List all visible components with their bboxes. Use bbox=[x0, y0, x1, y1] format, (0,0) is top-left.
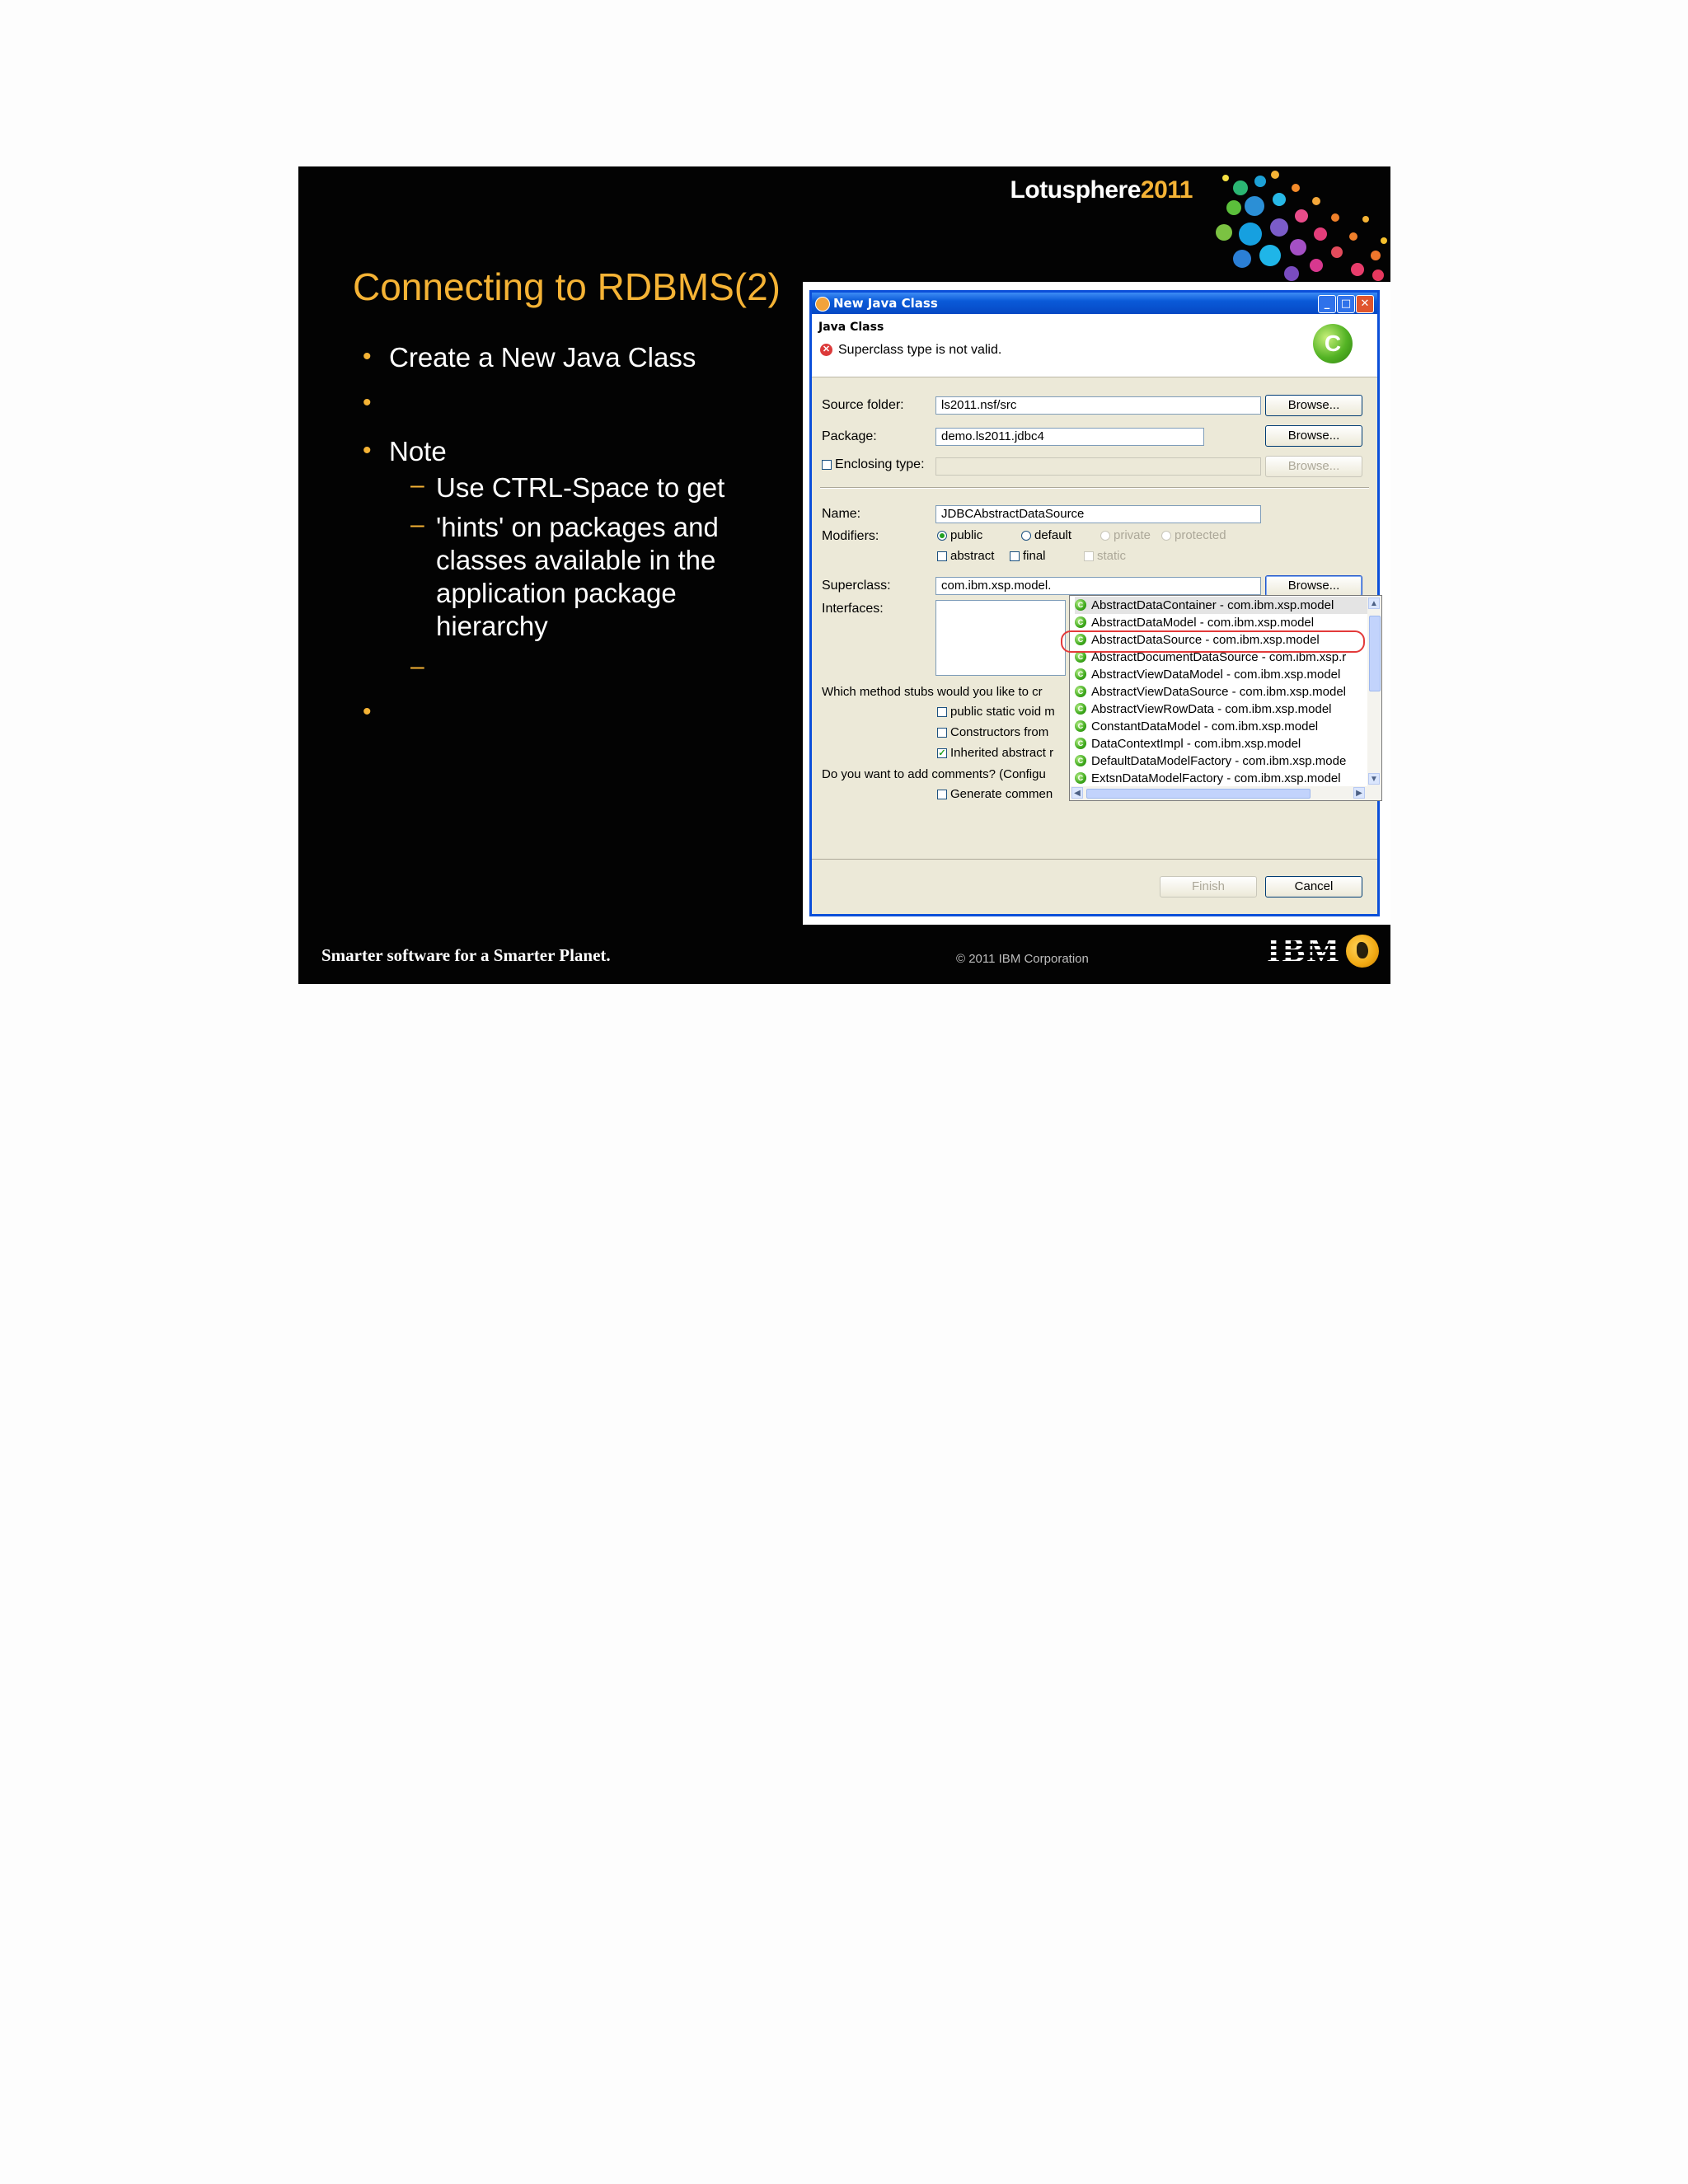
class-icon: C bbox=[1075, 634, 1086, 645]
sub-bullet-text: Use CTRL-Space to get bbox=[436, 472, 725, 503]
completion-item[interactable]: C AbstractDocumentDataSource - com.ibm.xsp.r bbox=[1075, 649, 1346, 666]
private-label: private bbox=[1114, 528, 1151, 542]
bullet-text: Create a New Java Class bbox=[389, 342, 696, 373]
generate-comments-label: Generate commen bbox=[950, 787, 1053, 801]
public-radio[interactable] bbox=[937, 531, 947, 541]
protected-radio[interactable] bbox=[1161, 531, 1171, 541]
minimize-icon[interactable]: _ bbox=[1318, 295, 1336, 313]
browse-source-button[interactable]: Browse... bbox=[1265, 395, 1362, 416]
decorative-dots-icon bbox=[1201, 166, 1390, 282]
package-label: Package: bbox=[822, 429, 877, 443]
completion-item[interactable]: C AbstractViewDataSource - com.ibm.xsp.model bbox=[1075, 683, 1346, 701]
error-message: Superclass type is not valid. bbox=[838, 343, 1002, 357]
superclass-field[interactable]: com.ibm.xsp.model. bbox=[935, 577, 1261, 595]
completion-item[interactable]: C DataContextImpl - com.ibm.xsp.model bbox=[1075, 735, 1301, 752]
main-stub-checkbox[interactable] bbox=[937, 707, 947, 717]
separator bbox=[820, 487, 1369, 489]
package-field[interactable]: demo.ls2011.jdbc4 bbox=[935, 428, 1204, 446]
class-icon: C bbox=[1075, 772, 1086, 784]
separator bbox=[812, 859, 1377, 860]
scroll-left-icon[interactable]: ◀ bbox=[1071, 787, 1083, 799]
class-icon: C bbox=[1075, 651, 1086, 663]
footer-tagline: Smarter software for a Smarter Planet. bbox=[321, 945, 611, 965]
name-label: Name: bbox=[822, 507, 861, 521]
static-checkbox[interactable] bbox=[1084, 551, 1094, 561]
default-radio[interactable] bbox=[1021, 531, 1031, 541]
slide-title: Connecting to RDBMS(2) bbox=[353, 265, 781, 308]
browse-superclass-button[interactable]: Browse... bbox=[1265, 575, 1362, 597]
dialog-titlebar[interactable] bbox=[812, 293, 1377, 314]
completion-item-selected[interactable]: C AbstractDataSource - com.ibm.xsp.model bbox=[1075, 631, 1320, 649]
completion-item[interactable]: C AbstractViewRowData - com.ibm.xsp.model bbox=[1075, 701, 1332, 718]
smarter-planet-globe-icon bbox=[1346, 935, 1379, 968]
wizard-page-title: Java Class bbox=[818, 321, 884, 334]
main-stub-label: public static void m bbox=[950, 705, 1055, 719]
bullet-icon: • bbox=[363, 698, 372, 725]
close-icon[interactable]: ✕ bbox=[1356, 295, 1374, 313]
modifiers-label: Modifiers: bbox=[822, 529, 879, 543]
vertical-scrollbar[interactable] bbox=[1367, 596, 1381, 786]
public-label: public bbox=[950, 528, 983, 542]
inherited-checkbox[interactable]: ✓ bbox=[938, 748, 946, 758]
class-icon: C bbox=[1075, 738, 1086, 749]
interfaces-list[interactable] bbox=[935, 600, 1066, 676]
class-icon: C bbox=[1075, 668, 1086, 680]
new-class-wizard-icon: C bbox=[1313, 324, 1353, 363]
class-icon: C bbox=[1075, 703, 1086, 715]
abstract-label: abstract bbox=[950, 549, 995, 563]
enclosing-type-field[interactable] bbox=[935, 457, 1261, 476]
class-icon: C bbox=[1075, 599, 1086, 611]
class-icon: C bbox=[1075, 686, 1086, 697]
enclosing-type-checkbox[interactable] bbox=[822, 460, 832, 470]
footer-copyright: © 2011 IBM Corporation bbox=[956, 952, 1089, 966]
completion-item[interactable]: C AbstractDataContainer - com.ibm.xsp.model bbox=[1075, 597, 1372, 614]
completion-item[interactable]: C DefaultDataModelFactory - com.ibm.xsp.mode bbox=[1075, 752, 1346, 770]
final-label: final bbox=[1023, 549, 1046, 563]
superclass-label: Superclass: bbox=[822, 579, 891, 593]
maximize-icon[interactable]: □ bbox=[1337, 295, 1355, 313]
abstract-checkbox[interactable] bbox=[937, 551, 947, 561]
horizontal-scrollbar[interactable] bbox=[1070, 786, 1381, 800]
java-class-icon bbox=[815, 297, 830, 312]
sub-bullet-dash-icon: – bbox=[410, 653, 424, 680]
sub-bullet-dash-icon: – bbox=[410, 471, 424, 499]
static-label: static bbox=[1097, 549, 1127, 563]
completion-item[interactable]: C AbstractViewDataModel - com.ibm.xsp.model bbox=[1075, 666, 1340, 683]
scroll-thumb[interactable] bbox=[1086, 789, 1311, 799]
ibm-logo: IBM bbox=[1267, 932, 1341, 970]
class-icon: C bbox=[1075, 720, 1086, 732]
constructors-label: Constructors from bbox=[950, 725, 1049, 739]
wizard-header bbox=[812, 314, 1377, 377]
lotusphere-logo: Lotusphere2011 bbox=[1010, 176, 1193, 204]
interfaces-label: Interfaces: bbox=[822, 602, 884, 616]
completion-item[interactable]: C ConstantDataModel - com.ibm.xsp.model bbox=[1075, 718, 1318, 735]
default-label: default bbox=[1034, 528, 1072, 542]
finish-button[interactable]: Finish bbox=[1160, 876, 1257, 898]
bullet-icon: • bbox=[363, 343, 372, 370]
final-checkbox[interactable] bbox=[1010, 551, 1020, 561]
slide bbox=[298, 166, 1390, 984]
browse-package-button[interactable]: Browse... bbox=[1265, 425, 1362, 447]
content-assist-popup[interactable] bbox=[1069, 595, 1382, 801]
new-java-class-dialog bbox=[809, 290, 1380, 916]
error-icon: ✕ bbox=[820, 344, 832, 356]
cancel-button[interactable]: Cancel bbox=[1265, 876, 1362, 898]
source-folder-label: Source folder: bbox=[822, 398, 904, 412]
private-radio[interactable] bbox=[1100, 531, 1110, 541]
class-icon: C bbox=[1075, 616, 1086, 628]
selection-highlight-ring bbox=[1061, 630, 1365, 653]
bullet-icon: • bbox=[363, 389, 372, 416]
class-name-field[interactable]: JDBCAbstractDataSource bbox=[935, 505, 1261, 523]
sub-bullet-dash-icon: – bbox=[410, 511, 424, 538]
scroll-down-icon[interactable]: ▼ bbox=[1368, 773, 1380, 785]
stubs-question: Which method stubs would you like to cr bbox=[822, 685, 1043, 699]
generate-comments-checkbox[interactable] bbox=[937, 790, 947, 799]
source-folder-field[interactable]: ls2011.nsf/src bbox=[935, 396, 1261, 415]
protected-label: protected bbox=[1175, 528, 1226, 542]
completion-item[interactable]: C ExtsnDataModelFactory - com.ibm.xsp.model bbox=[1075, 770, 1341, 787]
enclosing-type-label: Enclosing type: bbox=[835, 457, 925, 471]
completion-item[interactable]: C AbstractDataModel - com.ibm.xsp.model bbox=[1075, 614, 1314, 631]
inherited-label: Inherited abstract r bbox=[950, 746, 1054, 760]
bullet-icon: • bbox=[363, 437, 372, 464]
dialog-title: New Java Class bbox=[833, 296, 938, 311]
scroll-right-icon[interactable]: ▶ bbox=[1353, 787, 1365, 799]
constructors-checkbox[interactable] bbox=[937, 728, 947, 738]
browse-enclosing-button[interactable]: Browse... bbox=[1265, 456, 1362, 477]
scroll-thumb[interactable] bbox=[1369, 616, 1381, 691]
class-icon: C bbox=[1075, 755, 1086, 766]
comments-question: Do you want to add comments? (Configu bbox=[822, 767, 1046, 781]
sub-bullet-text: 'hints' on packages and classes available in the application package hierarchy bbox=[436, 512, 719, 641]
scroll-up-icon[interactable]: ▲ bbox=[1368, 598, 1380, 609]
bullet-text: Note bbox=[389, 436, 447, 466]
